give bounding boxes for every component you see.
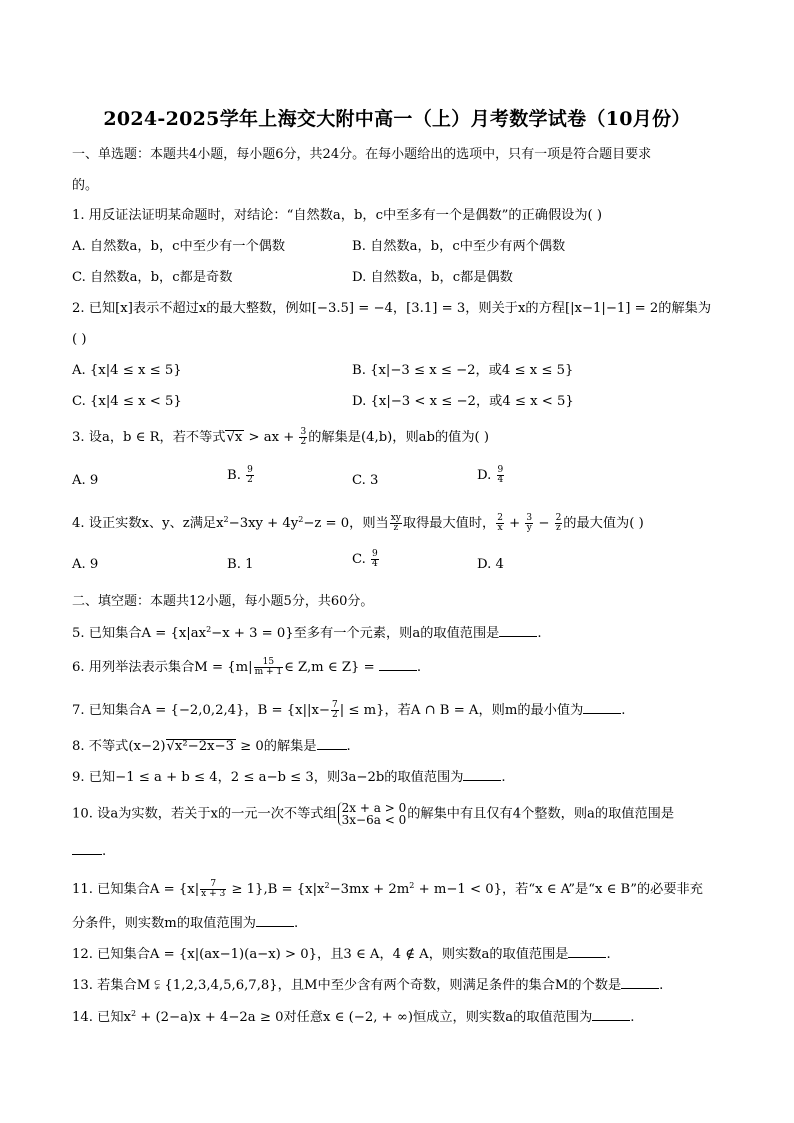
q14-answer-blank [592, 1008, 630, 1021]
q4-c-fraction [371, 550, 379, 569]
q7-line [72, 701, 625, 720]
q8-answer-blank [317, 737, 347, 750]
q11-fraction [200, 880, 226, 899]
q7-pre: 7. 已知集合A = {−2,0,2,4}，B = {x||x− [72, 703, 330, 718]
q4-t3-num: 2 [555, 513, 562, 523]
q11-post: −3mx + 2m [329, 882, 410, 897]
q10-system [338, 802, 407, 826]
q3-post: 的解集是(4,b)，则ab的值为( ) [308, 430, 490, 445]
q3-sqrt: √x [226, 430, 243, 445]
q1-stem: 1. 用反证法证明某命题时，对结论：“自然数a，b，c中至多有一个是偶数”的正确假设为( ) [72, 208, 602, 223]
q10-pre: 10. 设a为实数，若关于x的一元一次不等式组 [72, 806, 337, 822]
q2-option-c: C. {x|4 ≤ x < 5} [72, 394, 182, 409]
q11-line-2 [72, 914, 298, 933]
q3-d-label: D. [477, 468, 492, 483]
q8-post: ≥ 0的解集是 [235, 739, 317, 754]
q8-sqrt: √x²−2x−3 [166, 739, 234, 754]
q6-frac-num: 15 [254, 658, 284, 668]
q3-option-a: A. 9 [72, 473, 99, 488]
q11-mid: ≥ 1},B = {x|x [227, 882, 325, 897]
q13-text: 13. 若集合M ⫋ {1,2,3,4,5,6,7,8}，且M中至少含有两个奇数，则满足条件的集合M的个数是 [72, 978, 622, 993]
q4-pre: 4. 设正实数x、y、z满足x [72, 516, 224, 531]
q3-sqrt-arg: x [234, 430, 243, 445]
q4-post: 取得最大值时， [402, 516, 496, 531]
q1-option-c: C. 自然数a，b，c都是奇数 [72, 270, 233, 285]
q8-end: . [346, 739, 351, 754]
q3-frac-den: 2 [300, 437, 307, 447]
q3-frac-num: 3 [300, 427, 307, 437]
page-title: 2024-2025学年上海交大附中高一（上）月考数学试卷（10月份） [103, 108, 691, 130]
q12-end: . [606, 947, 611, 962]
section-2-heading: 二、填空题：本题共12小题，每小题5分，共60分。 [72, 594, 374, 609]
q10-row-2: 3x−6a < 0 [341, 813, 407, 827]
q6-frac-den: m + 1 [254, 667, 283, 677]
q12-text: 12. 已知集合A = {x|(ax−1)(a−x) > 0}，且3 ∈ A，4 ∉ A，则实数a的取值范围是 [72, 947, 569, 962]
q5-sup: 2 [206, 625, 212, 634]
q10-post: 的解集中有且仅有4个整数，则a的取值范围是 [407, 806, 675, 822]
section-1-heading-cont: 的。 [72, 178, 99, 193]
q6-pre: 6. 用列举法表示集合M = {m| [72, 660, 253, 675]
q12-answer-blank [568, 945, 606, 958]
q13-answer-blank [621, 976, 659, 989]
q13-end: . [659, 978, 664, 993]
q6-answer-blank [379, 658, 417, 671]
q2-stem-cont: ( ) [72, 332, 87, 347]
q5-answer-blank [499, 624, 537, 637]
q5-text2: −x + 3 = 0}至多有一个元素，则a的取值范围是 [211, 626, 500, 641]
q4-option-b: B. 1 [227, 557, 254, 572]
q11-sup-2: 2 [409, 881, 415, 890]
q4-c-den: 4 [372, 559, 378, 569]
q3-b-den: 2 [247, 475, 253, 485]
q7-answer-blank [583, 701, 621, 714]
q6-fraction [254, 658, 284, 677]
section-1-heading: 一、单选题：本题共4小题，每小题6分，共24分。在每小题给出的选项中，只有一项是符合题目要求 [72, 147, 652, 162]
q4-fraction-xy-z [390, 514, 402, 533]
q4-option-a: A. 9 [72, 557, 99, 572]
q7-post: | ≤ m}，若A ∩ B = A，则m的最小值为 [339, 703, 584, 718]
q12-line [72, 945, 611, 964]
q1-option-b: B. 自然数a，b，c中至少有两个偶数 [352, 239, 566, 254]
q4-frac-num: xy [390, 513, 401, 523]
q4-option-d: D. 4 [477, 557, 504, 572]
q4-minus: − [534, 516, 554, 531]
q9-line [72, 768, 506, 787]
q3-d-num: 9 [497, 465, 504, 475]
q10-end: . [102, 844, 107, 859]
q4-option-c [352, 550, 380, 569]
q4-frac-den: z [393, 523, 399, 533]
q9-end: . [501, 770, 506, 785]
q6-line [72, 658, 421, 677]
q2-option-d: D. {x|−3 < x ≤ −2，或4 ≤ x < 5} [352, 394, 574, 409]
q4-end: 的最大值为( ) [563, 516, 644, 531]
q1-option-d: D. 自然数a，b，c都是偶数 [352, 270, 513, 285]
q2-option-b: B. {x|−3 ≤ x ≤ −2，或4 ≤ x ≤ 5} [352, 363, 574, 378]
q4-t1-den: x [497, 523, 503, 533]
q5-text: 5. 已知集合A = {x|ax [72, 626, 207, 641]
q9-answer-blank [463, 768, 501, 781]
q3-d-den: 4 [497, 475, 504, 485]
q3-fraction [299, 428, 307, 447]
q3-pre: 3. 设a，b ∈ R，若不等式 [72, 430, 226, 445]
q11-answer-blank [256, 914, 294, 927]
q11-line [72, 880, 703, 899]
q4-t2-num: 3 [526, 513, 533, 523]
q2-option-a: A. {x|4 ≤ x ≤ 5} [72, 363, 182, 378]
q14-line [72, 1008, 634, 1027]
q2-stem: 2. 已知[x]表示不超过x的最大整数，例如[−3.5] = −4，[3.1] = 3，则关于x的方程[|x−1|−1] = 2的解集为 [72, 301, 712, 316]
q3-b-num: 9 [247, 465, 253, 475]
q4-c-num: 9 [372, 549, 378, 559]
q11-frac-num: 7 [200, 880, 226, 890]
q5-end: . [537, 626, 542, 641]
q4-plus: + [504, 516, 525, 531]
q11-line2-text: 分条件，则实数m的取值范围为 [72, 916, 256, 931]
q11-frac-den: x + 3 [201, 889, 226, 899]
q10-line [72, 802, 674, 826]
q9-text: 9. 已知−1 ≤ a + b ≤ 4，2 ≤ a−b ≤ 3，则3a−2b的取值范围为 [72, 770, 464, 785]
q1-option-a: A. 自然数a，b，c中至少有一个偶数 [72, 239, 286, 254]
q14-pre: 14. 已知x [72, 1010, 131, 1025]
q14-end: . [630, 1010, 635, 1025]
q4-stem [72, 514, 644, 533]
q3-option-d [477, 466, 505, 485]
q8-sqrt-arg: x²−2x−3 [174, 739, 234, 754]
q4-term-1 [496, 514, 504, 533]
q3-b-label: B. [227, 468, 241, 483]
q3-option-b [227, 466, 255, 485]
q8-pre: 8. 不等式(x−2) [72, 739, 166, 754]
q4-sup-2: 2 [298, 515, 304, 524]
q8-line [72, 737, 351, 756]
q7-fraction [331, 701, 339, 720]
q4-mid: −3xy + 4y [228, 516, 299, 531]
q11-pre: 11. 已知集合A = {x| [72, 882, 200, 897]
q11-sup-1: 2 [324, 881, 330, 890]
q10-answer-blank [72, 842, 102, 855]
q4-term-2 [525, 514, 533, 533]
q7-frac-num: 7 [331, 700, 338, 710]
q10-row-1: 2x + a > 0 [341, 801, 407, 815]
q5-line [72, 624, 542, 643]
q3-mid: > ax + [244, 430, 299, 445]
q4-c-label: C. [352, 552, 366, 567]
q7-frac-den: 2 [331, 710, 338, 720]
q11-end: . [293, 916, 299, 931]
q3-b-fraction [246, 466, 254, 485]
q13-line [72, 976, 663, 995]
q6-end: . [416, 660, 422, 675]
q3-stem [72, 428, 489, 447]
q4-t1-num: 2 [497, 513, 503, 523]
q4-t2-den: y [526, 523, 532, 533]
q3-option-c: C. 3 [352, 473, 379, 488]
q3-d-fraction [497, 466, 505, 485]
q14-sup: 2 [130, 1009, 137, 1018]
q10-line-2 [72, 842, 106, 861]
q11-post2: + m−1 < 0}，若“x ∈ A”是“x ∈ B”的必要非充 [414, 882, 703, 897]
q6-post: ∈ Z,m ∈ Z} = [284, 660, 379, 675]
q4-mid2: −z = 0，则当 [303, 516, 389, 531]
q7-end: . [621, 703, 626, 718]
q14-post: + (2−a)x + 4−2a ≥ 0对任意x ∈ (−2, + ∞)恒成立，则实数a的取值范围为 [136, 1010, 593, 1025]
q4-t3-den: z [556, 523, 561, 533]
q4-sup-1: 2 [223, 515, 229, 524]
q4-term-3 [555, 514, 563, 533]
